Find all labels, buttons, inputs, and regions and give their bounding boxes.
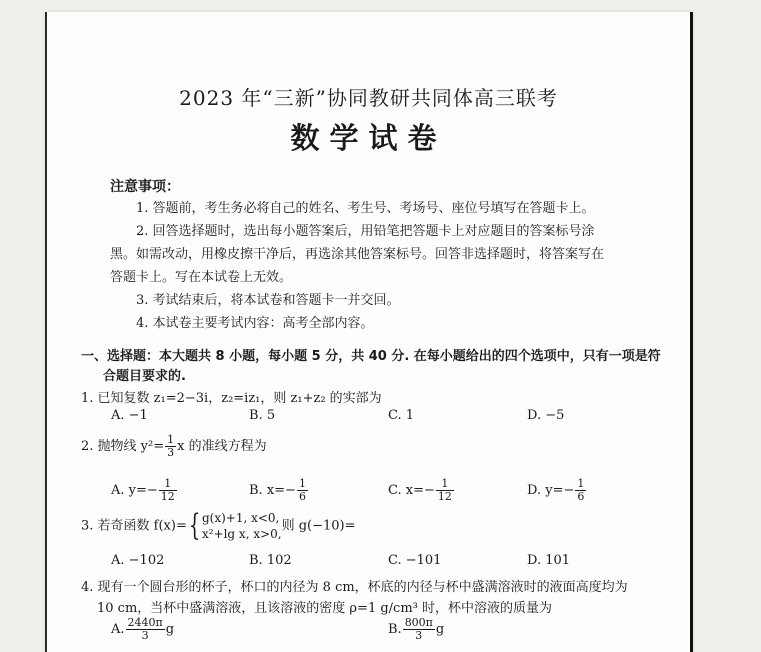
exam-title: 2023 年“三新”协同教研共同体高三联考 xyxy=(179,86,558,110)
question-2-option-d: D. y=− $\frac{1}{6}$ xyxy=(527,477,585,503)
exam-paper xyxy=(45,12,693,652)
note-2-line1: 2. 回答选择题时，选出每小题答案后，用铅笔把答题卡上对应题目的答案标号涂 xyxy=(136,224,595,239)
case-1: g(x)+1, x<0, xyxy=(201,511,280,525)
note-3: 3. 考试结束后，将本试卷和答题卡一并交回。 xyxy=(136,293,400,308)
question-4-stem-line2: 10 cm，当杯中盛满溶液，且该溶液的密度 ρ=1 g/cm³ 时，杯中溶液的质量为 xyxy=(97,601,553,616)
question-1-stem: 1. 已知复数 z₁=2−3i，z₂=iz₁，则 z₁+z₂ 的实部为 xyxy=(81,391,382,406)
question-1-option-a: A. −1 xyxy=(111,408,148,423)
question-4-option-a: A. $\frac{2440\pi}{3}$ g xyxy=(111,616,175,642)
section-1-heading: 一、选择题：本大题共 8 小题，每小题 5 分，共 40 分. 在每小题给出的四个选项中，只有一项是符 xyxy=(81,349,661,364)
question-3-stem xyxy=(81,510,356,542)
question-3-option-a: A. −102 xyxy=(111,553,165,568)
question-1-option-c: C. 1 xyxy=(388,408,415,423)
question-2-stem xyxy=(81,434,267,459)
note-2-line2: 黑。如需改动，用橡皮擦干净后，再选涂其他答案标号。回答非选择题时，将答案写在 xyxy=(110,247,605,262)
question-4-option-b: B. $\frac{800\pi}{3}$ g xyxy=(388,616,445,642)
exam-subject-title: 数学试卷 xyxy=(290,121,447,155)
note-2-line3: 答题卡上。写在本试卷上无效。 xyxy=(110,270,293,285)
question-3-option-d: D. 101 xyxy=(527,553,571,568)
question-2-option-a: A. y=− $\frac{1}{12}$ xyxy=(111,477,175,503)
question-3-option-b: B. 102 xyxy=(249,553,292,568)
notes-heading: 注意事项： xyxy=(110,179,180,195)
piecewise-cases xyxy=(202,510,282,542)
question-2-stem-pre: 2. 抛物线 y²= xyxy=(81,439,165,454)
question-1-option-b: B. 5 xyxy=(249,408,276,423)
piecewise-brace: { xyxy=(188,508,201,543)
question-2-option-c: C. x=− $\frac{1}{12}$ xyxy=(388,477,452,503)
note-4: 4. 本试卷主要考试内容：高考全部内容。 xyxy=(136,316,374,331)
question-2-stem-post: x 的准线方程为 xyxy=(177,439,267,454)
case-2: x²+lg x, x>0, xyxy=(201,527,282,541)
question-1-option-d: D. −5 xyxy=(527,408,565,423)
note-1: 1. 答题前，考生务必将自己的姓名、考生号、考场号、座位号填写在答题卡上。 xyxy=(136,201,595,216)
section-1-heading-cont: 合题目要求的. xyxy=(103,369,186,384)
question-3-option-c: C. −101 xyxy=(388,553,442,568)
question-3-stem-pre: 3. 若奇函数 f(x)= xyxy=(81,518,187,534)
question-2-option-b: B. x=− $\frac{1}{6}$ xyxy=(249,477,306,503)
question-4-stem-line1: 4. 现有一个圆台形的杯子，杯口的内径为 8 cm，杯底的内径与杯中盛满溶液时的液面高度均为 xyxy=(81,580,628,595)
question-3-stem-post: 则 g(−10)= xyxy=(281,518,356,534)
question-2-fraction: $\frac{1}{3}$ xyxy=(167,433,175,459)
